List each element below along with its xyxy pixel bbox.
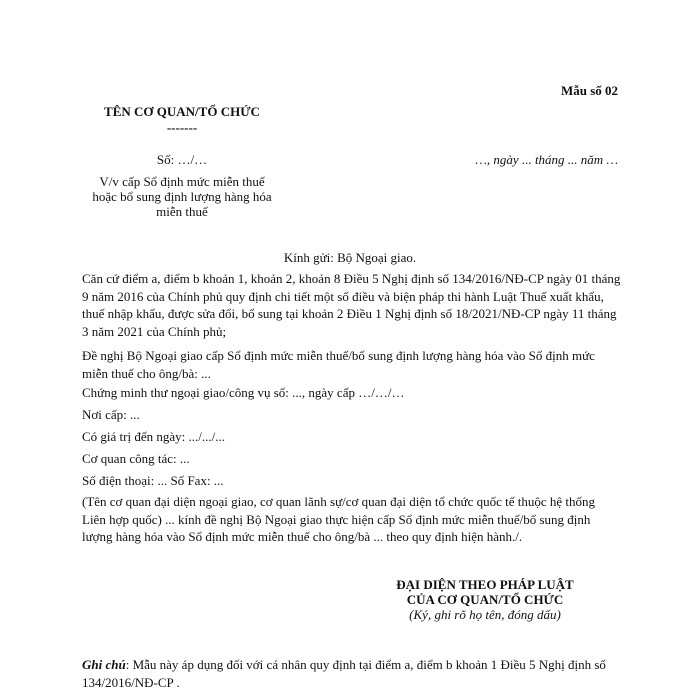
subject-block: [82, 174, 282, 219]
agency-dashes: -------: [166, 120, 198, 135]
document-number: Số: …/…: [156, 152, 208, 167]
subject-line-3: miễn thuế: [156, 204, 208, 219]
subject-line-1: V/v cấp Sổ định mức miễn thuế: [99, 174, 265, 189]
legal-basis-paragraph: Căn cứ điểm a, điểm b khoản 1, khoản 2, khoản 8 Điều 5 Nghị định số 134/2016/NĐ-CP ngày 01 tháng 9 năm 2016 của Chính phủ quy định chi tiết một số điều và biện pháp thi hành Luật Thuế xuất khẩu, thuế nhập khẩu, được sửa đổi, bổ sung tại khoản 2 Điều 1 Nghị định số 18/2021/NĐ-CP ngày 11 tháng 3 năm 2021 của Chính phủ;: [82, 271, 621, 339]
valid-until-field: Có giá trị đến ngày: .../.../...: [82, 429, 225, 444]
closing-paragraph: (Tên cơ quan đại diện ngoại giao, cơ quan lãnh sự/cơ quan đại diện tổ chức quốc tế thuộc hệ thống Liên hợp quốc) ... kính đề nghị Bộ Ngoại giao thực hiện cấp Sổ định mức miễn thuế/bổ sung định lượng hàng hóa vào Sổ định mức miễn thuế cho ông/bà ... theo quy định hiện hành./.: [82, 494, 596, 544]
date-line: …, ngày ... tháng ... năm …: [475, 152, 618, 167]
signature-title-1: ĐẠI DIỆN THEO PHÁP LUẬT: [396, 577, 574, 592]
agency-name: TÊN CƠ QUAN/TỔ CHỨC: [104, 104, 260, 119]
id-card-field: Chứng minh thư ngoại giao/công vụ số: ..., ngày cấp …/…/…: [82, 385, 405, 400]
place-of-issue-field: Nơi cấp: ...: [82, 407, 140, 422]
phone-fax-field: Số điện thoại: ... Số Fax: ...: [82, 473, 224, 488]
recipient: Kính gửi: Bộ Ngoại giao.: [283, 250, 417, 265]
subject-line-2: hoặc bổ sung định lượng hàng hóa: [92, 189, 272, 204]
signature-title-2: CỦA CƠ QUAN/TỔ CHỨC: [406, 592, 564, 607]
form-number: Mẫu số 02: [560, 83, 618, 98]
footnote-text: : Mẫu này áp dụng đối với cá nhân quy định tại điểm a, điểm b khoản 1 Điều 5 Nghị định số 134/2016/NĐ-CP .: [82, 657, 606, 690]
agency-header: [82, 104, 282, 135]
workplace-field: Cơ quan công tác: ...: [82, 451, 190, 466]
footnote: [82, 656, 622, 691]
footnote-label: Ghi chú: [82, 657, 126, 672]
signature-block: [370, 577, 600, 622]
request-paragraph: Đề nghị Bộ Ngoại giao cấp Sổ định mức miễn thuế/bổ sung định lượng hàng hóa vào Sổ định mức miễn thuế cho ông/bà: ...: [82, 348, 595, 381]
signature-note: (Ký, ghi rõ họ tên, đóng dấu): [409, 607, 561, 622]
